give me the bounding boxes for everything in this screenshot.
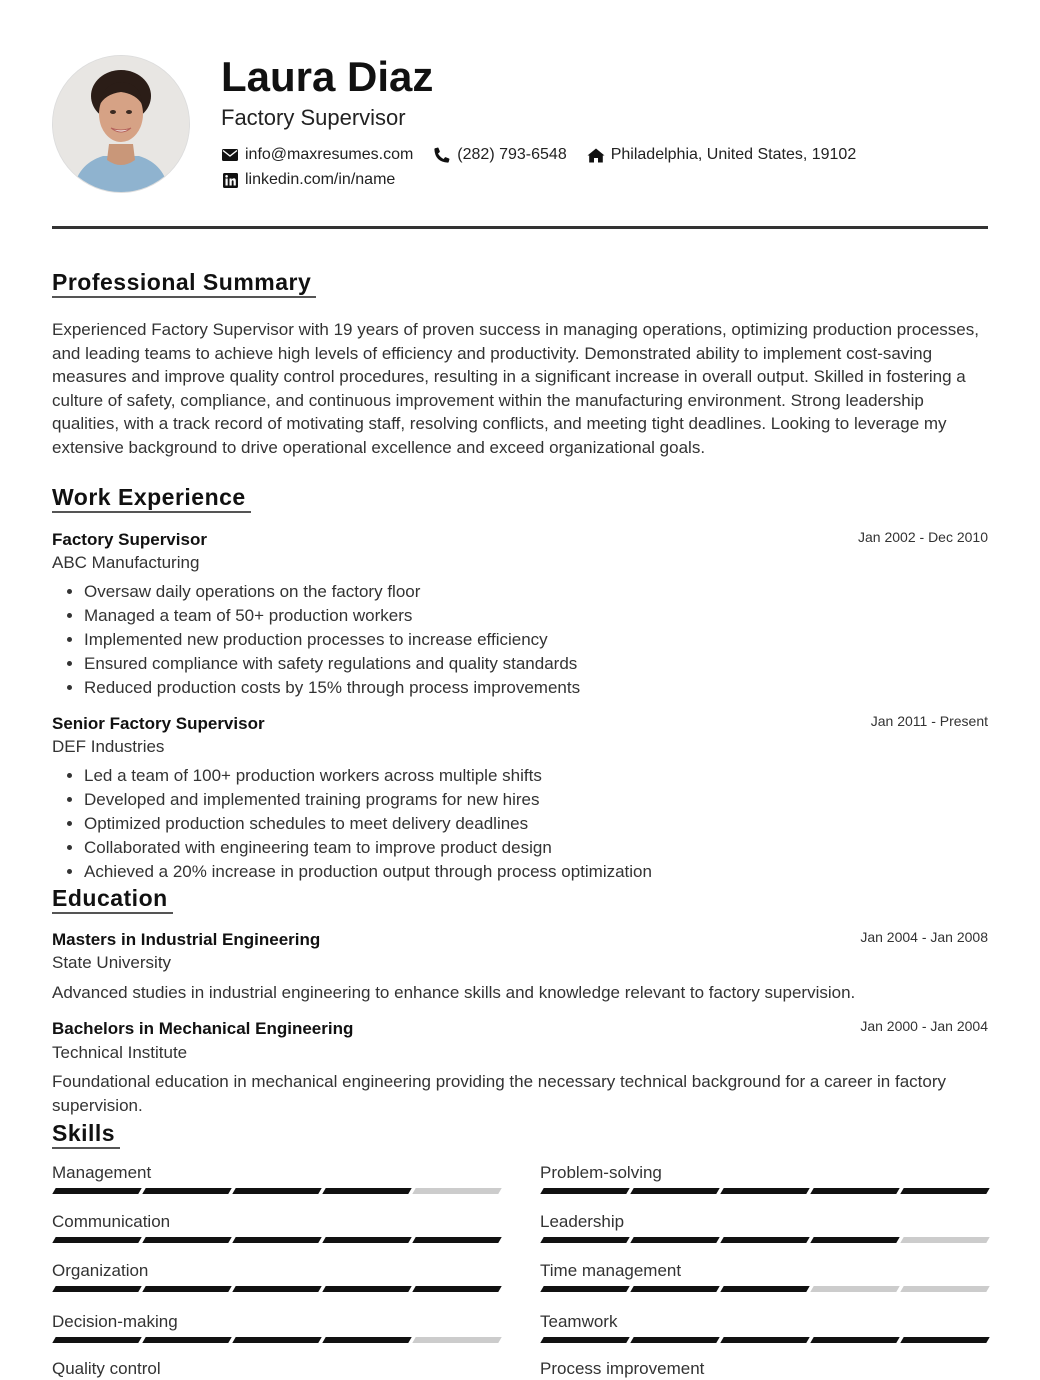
phone-item[interactable] <box>433 145 566 165</box>
skill-bar-filled <box>232 1286 321 1292</box>
skill-name: Quality control <box>52 1359 161 1378</box>
header-divider <box>52 226 988 229</box>
skills-heading: Skills <box>52 1119 120 1149</box>
skill-item <box>540 1162 986 1184</box>
school-name: Technical Institute <box>52 1043 188 1062</box>
linkedin-icon <box>221 172 239 188</box>
skill-bar-empty <box>412 1337 501 1343</box>
skill-bar-filled <box>720 1237 809 1243</box>
skill-item <box>52 1311 498 1333</box>
skill-name: Time management <box>540 1261 682 1280</box>
skill-bar-filled <box>322 1237 411 1243</box>
resume-page <box>52 0 988 1378</box>
candidate-title: Factory Supervisor <box>221 105 406 130</box>
skill-bar-filled <box>540 1237 629 1243</box>
location-item <box>587 145 857 165</box>
skill-bar-empty <box>900 1237 989 1243</box>
home-icon <box>587 147 605 163</box>
skill-bar-filled <box>232 1188 321 1194</box>
list-item: • Collaborated with engineering team to improve product design <box>84 836 652 860</box>
school-name: State University <box>52 953 172 972</box>
skill-item <box>540 1358 986 1380</box>
skill-bar-filled <box>142 1188 231 1194</box>
skill-bar-filled <box>142 1337 231 1343</box>
job-title: Factory Supervisor <box>52 530 207 549</box>
skill-bar-filled <box>322 1337 411 1343</box>
skill-bar-filled <box>52 1337 141 1343</box>
job-company: ABC Manufacturing <box>52 553 200 572</box>
skill-bar-filled <box>412 1237 501 1243</box>
envelope-icon <box>221 147 239 163</box>
skill-bar-filled <box>810 1337 899 1343</box>
skill-bar-filled <box>810 1237 899 1243</box>
skill-name: Organization <box>52 1261 149 1280</box>
skill-bar-filled <box>900 1188 989 1194</box>
skill-level-bars <box>540 1188 986 1194</box>
skill-level-bars <box>52 1337 498 1343</box>
skill-bar-filled <box>540 1286 629 1292</box>
skill-level-bars <box>52 1188 498 1194</box>
skill-item <box>52 1162 498 1184</box>
skill-bar-filled <box>52 1188 141 1194</box>
summary-heading: Professional Summary <box>52 268 316 298</box>
skill-bar-filled <box>720 1337 809 1343</box>
skill-bar-empty <box>810 1286 899 1292</box>
portrait-illustration <box>53 56 189 192</box>
skill-item <box>540 1211 986 1233</box>
skill-item <box>52 1358 498 1380</box>
email-text[interactable]: info@maxresumes.com <box>245 146 414 163</box>
experience-heading: Work Experience <box>52 483 251 513</box>
skill-bar-filled <box>52 1286 141 1292</box>
list-item: • Implemented new production processes to increase efficiency <box>84 628 580 652</box>
skill-bar-filled <box>52 1237 141 1243</box>
job-bullets <box>52 764 652 884</box>
list-item: • Ensured compliance with safety regulations and quality standards <box>84 652 580 676</box>
education-description: Advanced studies in industrial engineering to enhance skills and knowledge relevant to factory supervision. <box>52 983 856 1002</box>
linkedin-text[interactable]: linkedin.com/in/name <box>245 171 396 188</box>
phone-icon <box>433 147 451 163</box>
list-item: • Led a team of 100+ production workers across multiple shifts <box>84 764 652 788</box>
skill-name: Problem-solving <box>540 1163 662 1182</box>
degree-title: Masters in Industrial Engineering <box>52 930 321 949</box>
skill-bar-filled <box>720 1188 809 1194</box>
skill-level-bars <box>540 1337 986 1343</box>
education-dates: Jan 2004 - Jan 2008 <box>860 929 988 945</box>
skill-bar-filled <box>232 1237 321 1243</box>
skill-bar-filled <box>630 1188 719 1194</box>
skill-name: Management <box>52 1163 152 1182</box>
list-item: • Achieved a 20% increase in production output through process optimization <box>84 860 652 884</box>
list-item: • Reduced production costs by 15% through process improvements <box>84 676 580 700</box>
skill-bar-filled <box>412 1286 501 1292</box>
job-bullets <box>52 580 580 700</box>
linkedin-item[interactable] <box>221 170 395 190</box>
contact-row <box>221 145 876 165</box>
skill-bar-filled <box>142 1286 231 1292</box>
linkedin-row <box>221 170 415 190</box>
job-company: DEF Industries <box>52 737 165 756</box>
job-title: Senior Factory Supervisor <box>52 714 265 733</box>
skill-bar-filled <box>630 1337 719 1343</box>
skill-level-bars <box>540 1237 986 1243</box>
list-item: • Managed a team of 50+ production workers <box>84 604 580 628</box>
skill-level-bars <box>540 1286 986 1292</box>
skill-bar-filled <box>232 1337 321 1343</box>
skill-bar-filled <box>540 1188 629 1194</box>
list-item: • Oversaw daily operations on the factory floor <box>84 580 580 604</box>
skill-bar-filled <box>810 1188 899 1194</box>
skill-name: Leadership <box>540 1212 625 1231</box>
skill-bar-filled <box>322 1286 411 1292</box>
education-heading: Education <box>52 884 173 914</box>
skill-bar-filled <box>720 1286 809 1292</box>
skill-level-bars <box>52 1237 498 1243</box>
skill-bar-filled <box>540 1337 629 1343</box>
skill-name: Teamwork <box>540 1312 618 1331</box>
skill-bar-empty <box>412 1188 501 1194</box>
skill-level-bars <box>52 1286 498 1292</box>
skill-item <box>540 1311 986 1333</box>
skill-bar-filled <box>322 1188 411 1194</box>
skill-item <box>52 1260 498 1282</box>
job-dates: Jan 2011 - Present <box>870 713 988 729</box>
list-item: • Developed and implemented training programs for new hires <box>84 788 652 812</box>
skill-bar-filled <box>142 1237 231 1243</box>
location-text: Philadelphia, United States, 19102 <box>610 146 857 163</box>
skill-bar-filled <box>630 1286 719 1292</box>
skill-name: Process improvement <box>540 1359 705 1378</box>
job-dates: Jan 2002 - Dec 2010 <box>858 529 988 545</box>
phone-text[interactable]: (282) 793-6548 <box>457 146 567 163</box>
summary-text: Experienced Factory Supervisor with 19 years of proven success in managing operations, optimizing production processes, and leading teams to achieve high levels of efficiency and productivity. Demonstrated ability to implement cost-saving measures and improve quality control procedures, resulting in a significant increase in overall output. Skilled in fostering a culture of safety, compliance, and continuous improvement within the manufacturing environment. Strong leadership qualities, with a track record of motivating staff, resolving conflicts, and meeting tight deadlines. Looking to leverage my extensive background to drive operational excellence and exceed organizational goals. <box>52 320 979 457</box>
list-item: • Optimized production schedules to meet delivery deadlines <box>84 812 652 836</box>
skill-name: Decision-making <box>52 1312 178 1331</box>
skill-item <box>540 1260 986 1282</box>
skill-bar-filled <box>900 1337 989 1343</box>
profile-photo <box>52 55 190 193</box>
skill-item <box>52 1211 498 1233</box>
email-item[interactable] <box>221 145 413 165</box>
degree-title: Bachelors in Mechanical Engineering <box>52 1019 354 1038</box>
skill-bar-filled <box>630 1237 719 1243</box>
skill-name: Communication <box>52 1212 171 1231</box>
education-dates: Jan 2000 - Jan 2004 <box>860 1018 988 1034</box>
skill-bar-empty <box>900 1286 989 1292</box>
education-description: Foundational education in mechanical engineering providing the necessary technical background for a career in factory supervision. <box>52 1072 946 1115</box>
candidate-name: Laura Diaz <box>221 53 434 100</box>
